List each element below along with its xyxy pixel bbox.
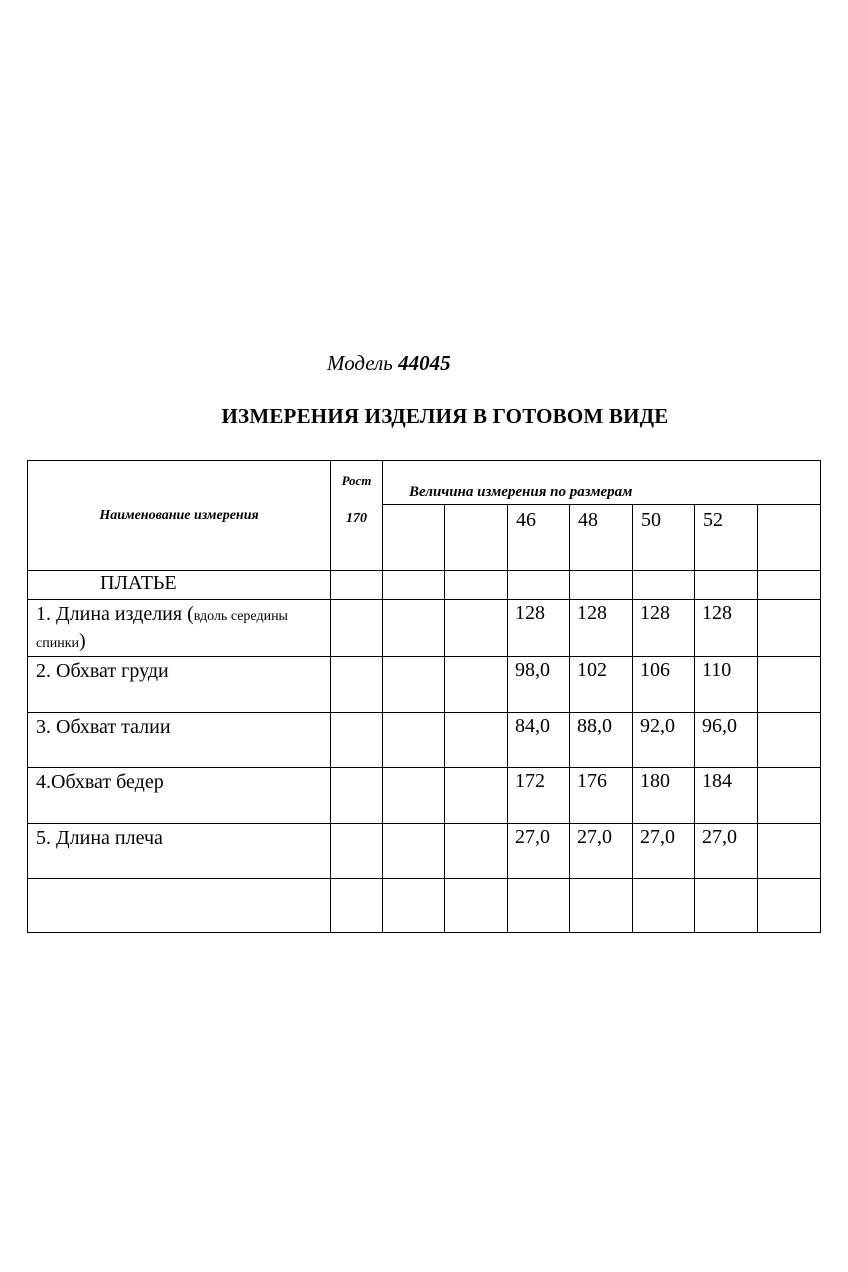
table-row <box>28 768 821 824</box>
size-cell-empty <box>445 505 508 571</box>
row-label: 5. Длина плеча <box>28 824 331 879</box>
document-title: ИЗМЕРЕНИЯ ИЗДЕЛИЯ В ГОТОВОМ ВИДЕ <box>221 404 669 428</box>
table-row <box>28 824 821 879</box>
table-row <box>28 879 821 933</box>
header-values: Величина измерения по размерам <box>409 484 633 500</box>
value-cell: 180 <box>633 768 695 824</box>
row-label: 4.Обхват бедер <box>28 768 331 824</box>
header-name: Наименование измерения <box>99 507 259 523</box>
size-46: 46 <box>508 505 570 571</box>
row-label <box>28 600 331 657</box>
size-cell-empty <box>758 505 821 571</box>
table-row <box>28 600 821 657</box>
value-cell: 98,0 <box>508 657 570 713</box>
value-cell: 128 <box>695 600 758 657</box>
section-label: ПЛАТЬЕ <box>28 571 331 600</box>
value-cell: 106 <box>633 657 695 713</box>
value-cell: 110 <box>695 657 758 713</box>
value-cell: 27,0 <box>508 824 570 879</box>
value-cell: 27,0 <box>695 824 758 879</box>
header-values-cell <box>383 461 821 505</box>
value-cell: 84,0 <box>508 713 570 768</box>
table-row <box>28 657 821 713</box>
value-cell: 92,0 <box>633 713 695 768</box>
value-cell: 27,0 <box>570 824 633 879</box>
row-label: 3. Обхват талии <box>28 713 331 768</box>
value-cell: 27,0 <box>633 824 695 879</box>
row-label: 2. Обхват груди <box>28 657 331 713</box>
size-48: 48 <box>570 505 633 571</box>
value-cell: 128 <box>508 600 570 657</box>
header-height-cell <box>331 461 383 571</box>
model-heading <box>327 351 451 376</box>
value-cell: 184 <box>695 768 758 824</box>
table-row <box>28 571 821 600</box>
value-cell: 128 <box>633 600 695 657</box>
model-label: Модель <box>327 351 393 375</box>
row-label-end: ) <box>78 630 86 652</box>
model-number: 44045 <box>398 351 451 375</box>
value-cell: 128 <box>570 600 633 657</box>
table-row <box>28 713 821 768</box>
row-label-small: вдоль середины спинки <box>36 609 288 651</box>
size-50: 50 <box>633 505 695 571</box>
value-cell: 102 <box>570 657 633 713</box>
value-cell: 172 <box>508 768 570 824</box>
size-52: 52 <box>695 505 758 571</box>
header-height-label: Рост <box>341 473 372 488</box>
value-cell: 176 <box>570 768 633 824</box>
header-name-cell <box>28 461 331 571</box>
measurements-table <box>27 460 821 933</box>
row-label-text: 1. Длина изделия ( <box>36 603 194 625</box>
value-cell: 96,0 <box>695 713 758 768</box>
header-height-value: 170 <box>346 511 367 526</box>
size-cell-empty <box>383 505 445 571</box>
value-cell: 88,0 <box>570 713 633 768</box>
